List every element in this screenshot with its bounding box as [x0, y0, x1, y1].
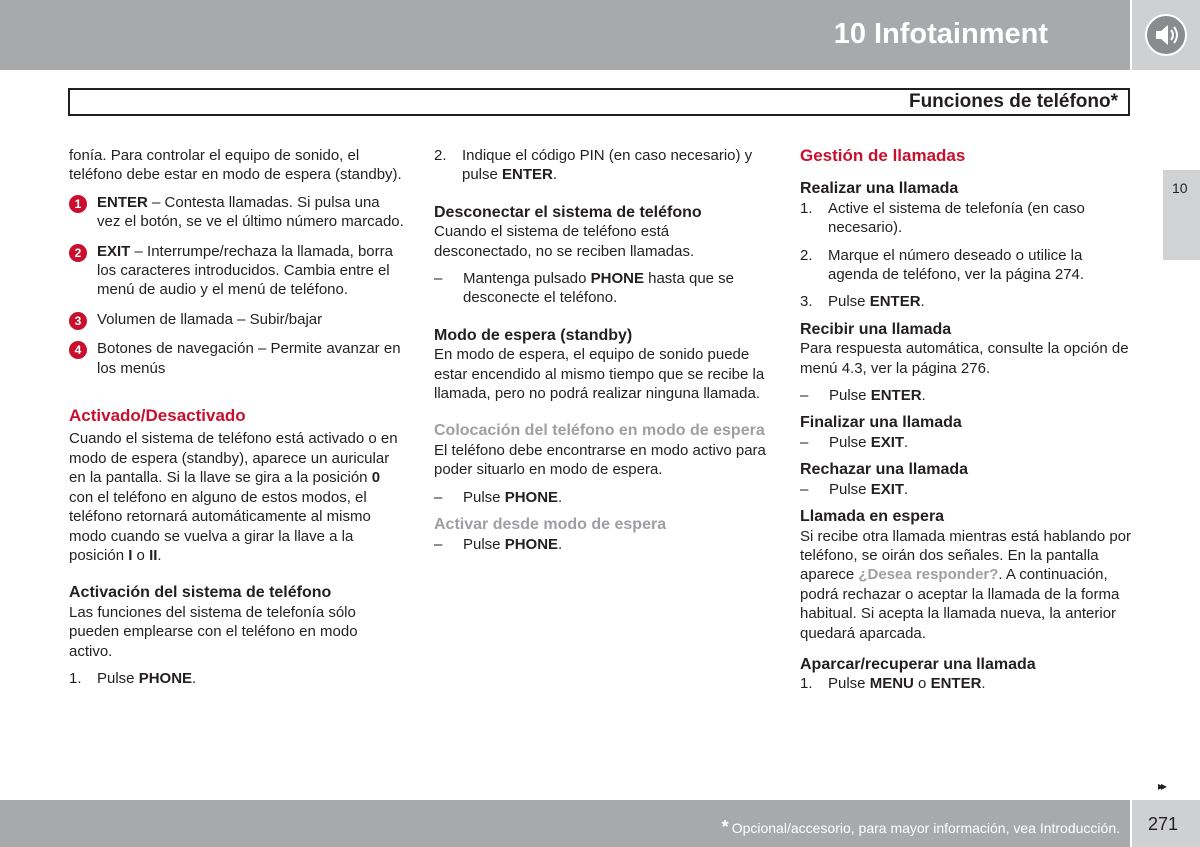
step-item: 1. Pulse MENU o ENTER.	[800, 675, 986, 693]
modo-paragraph: En modo de espera, el equipo de sonido puede estar encendido al mismo tiempo que se recibe la llamada, pero no podrá realizar ninguna llamada.	[434, 346, 765, 403]
control-text: – Interrumpe/rechaza la llamada, borra los caracteres introducidos. Cambia entre el menú de audio y el menú de teléfono.	[97, 242, 393, 299]
step-item: 1. Pulse PHONE.	[69, 669, 197, 687]
dash-item: – Pulse PHONE.	[434, 488, 563, 506]
heading-activacion: Activación del sistema de teléfono	[69, 584, 332, 602]
section-title: Funciones de teléfono*	[908, 91, 1118, 112]
heading-modo-espera: Modo de espera (standby)	[434, 326, 633, 344]
page-number: 271	[1148, 814, 1179, 834]
number-badge-icon: 1	[69, 195, 87, 213]
heading-rechazar: Rechazar una llamada	[800, 461, 969, 479]
activado-paragraph: Cuando el sistema de teléfono está activado o en modo de espera (standby), aparece un auricular en la pantalla. Si la llave se gira a la posición 0 con el teléfono en alguno de estos modos, el teléfono retornará automáticamente al mismo modo cuando se vuelva a girar la llave a la posición I o II.	[69, 430, 398, 564]
heading-aparcar: Aparcar/recuperar una llamada	[800, 655, 1036, 673]
number-badge-icon: 3	[69, 312, 87, 330]
column-1	[69, 146, 404, 696]
espera-paragraph: Si recibe otra llamada mientras está hablando por teléfono, se oirán dos señales. En la pantalla aparece ¿Desea responder?. A continuación, podrá rechazar o aceptar la llamada de la forma habitual. Si acepta la llamada nueva, la anterior quedará aparcada.	[800, 527, 1132, 642]
step-item: 2. Indique el código PIN (en caso necesario) y pulse ENTER.	[434, 147, 753, 184]
footer-note: * Opcional/accesorio, para mayor información, vea Introducción.	[721, 817, 1120, 837]
step-item: 2. Marque el número deseado o utilice la agenda de teléfono, ver la página 274.	[800, 246, 1085, 284]
dash-item: – Pulse PHONE.	[434, 535, 563, 553]
footer-bar	[0, 800, 1130, 847]
chapter-title: 10 Infotainment	[833, 18, 1048, 50]
chapter-icon-box	[1132, 0, 1200, 70]
step-item: 1. Active el sistema de telefonía (en caso necesario).	[800, 199, 1085, 237]
page-number-box	[1132, 800, 1200, 847]
control-key: EXIT	[97, 242, 131, 260]
dash-item: – Pulse EXIT.	[800, 480, 909, 498]
speaker-icon	[1144, 13, 1188, 57]
control-text: Volumen de llamada – Subir/bajar	[97, 310, 323, 328]
control-text: Botones de navegación – Permite avanzar en los menús	[97, 340, 401, 377]
dash-item: – Mantenga pulsado PHONE hasta que se desconecte el teléfono.	[434, 270, 735, 307]
control-text: – Contesta llamadas. Si pulsa una vez el botón, se ve el último número marcado.	[97, 193, 404, 231]
control-item	[69, 242, 404, 300]
dash-item: – Pulse ENTER.	[800, 387, 926, 405]
dash-item: – Pulse EXIT.	[800, 433, 909, 451]
step-item: 3. Pulse ENTER.	[800, 293, 925, 311]
intro-paragraph: fonía. Para controlar el equipo de sonido, el teléfono debe estar en modo de espera (standby).	[69, 147, 402, 184]
control-key: ENTER	[97, 193, 148, 211]
heading-realizar: Realizar una llamada	[800, 180, 959, 198]
chapter-header	[0, 0, 1130, 70]
heading-espera: Llamada en espera	[800, 508, 945, 526]
activacion-paragraph: Las funciones del sistema de telefonía sólo pueden emplearse con el teléfono en modo activo.	[69, 603, 358, 660]
column-3	[800, 146, 1135, 702]
heading-activado: Activado/Desactivado	[69, 406, 246, 426]
control-item	[69, 310, 404, 329]
number-badge-icon: 2	[69, 244, 87, 262]
display-prompt: ¿Desea responder?	[858, 566, 999, 584]
heading-colocacion: Colocación del teléfono en modo de espera	[434, 422, 765, 440]
heading-desconectar: Desconectar el sistema de teléfono	[434, 203, 702, 221]
recibir-paragraph: Para respuesta automática, consulte la opción de menú 4.3, ver la página 276.	[800, 340, 1129, 377]
control-item	[69, 193, 404, 232]
control-item	[69, 339, 404, 378]
number-badge-icon: 4	[69, 341, 87, 359]
heading-recibir: Recibir una llamada	[800, 320, 952, 338]
column-2	[434, 146, 770, 562]
side-tab-number: 10	[1172, 180, 1188, 196]
heading-activar: Activar desde modo de espera	[434, 516, 667, 534]
desconectar-paragraph: Cuando el sistema de teléfono está desconectado, no se reciben llamadas.	[434, 223, 695, 260]
heading-gestion: Gestión de llamadas	[800, 146, 966, 165]
double-chevron-right-icon: ▸▸	[1158, 779, 1165, 793]
section-bar	[68, 88, 1130, 116]
step-number: 1.	[69, 669, 82, 687]
chapter-side-tab	[1163, 170, 1200, 260]
colocacion-paragraph: El teléfono debe encontrarse en modo activo para poder situarlo en modo de espera.	[434, 441, 766, 479]
heading-finalizar: Finalizar una llamada	[800, 414, 962, 432]
step-number: 2.	[434, 147, 447, 164]
